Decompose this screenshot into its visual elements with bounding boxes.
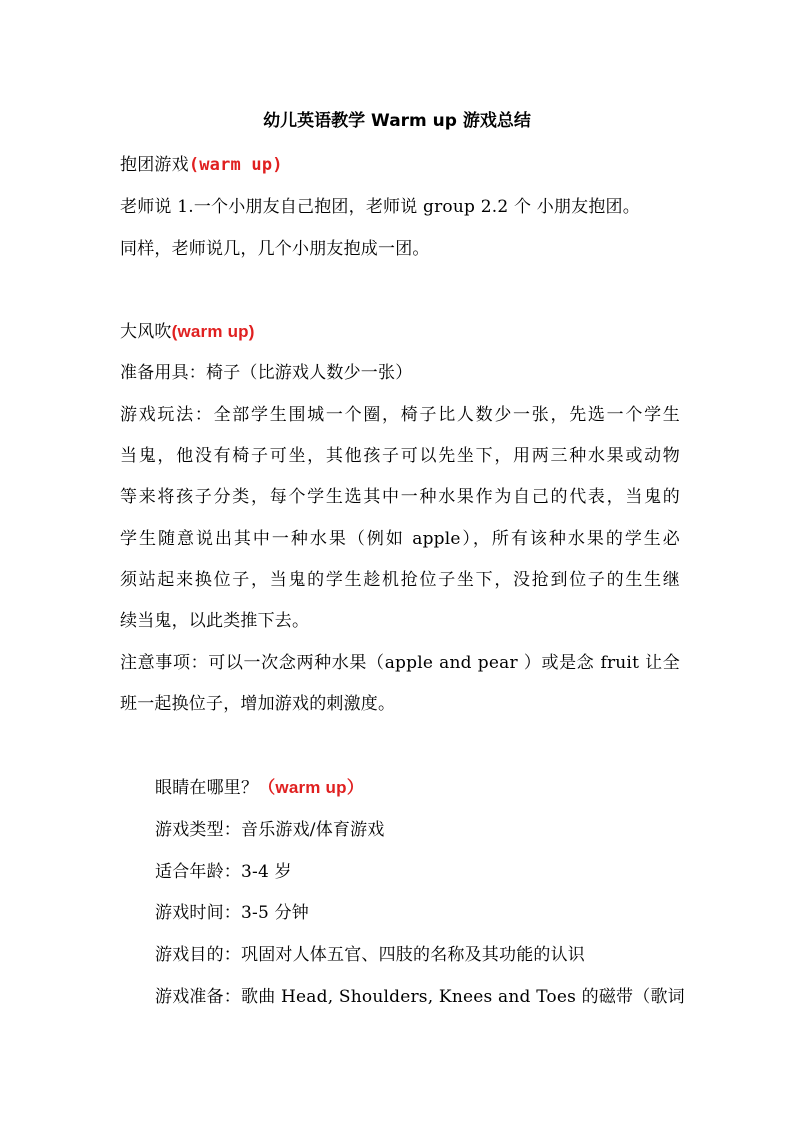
section-heading-text: 大风吹	[120, 322, 172, 342]
paragraph-line: 游戏类型：音乐游戏/体育游戏	[155, 820, 385, 840]
document-title: 幼儿英语教学 Warm up 游戏总结	[263, 111, 531, 131]
paragraph-line: 准备用具：椅子（比游戏人数少一张）	[120, 363, 413, 383]
paragraph-line: 注意事项：可以一次念两种水果（apple and pear ）或是念 fruit 让全	[120, 653, 680, 673]
paragraph-line: 续当鬼，以此类推下去。	[120, 611, 310, 631]
warm-up-tag: (warm up)	[171, 322, 255, 341]
section-heading-text: 眼睛在哪里？	[155, 778, 259, 798]
paragraph-line: 游戏目的：巩固对人体五官、四肢的名称及其功能的认识	[155, 945, 585, 965]
paragraph-line: 等来将孩子分类，每个学生选其中一种水果作为自己的代表，当鬼的	[120, 487, 680, 507]
paragraph-line: 游戏玩法：全部学生围城一个圈，椅子比人数少一张，先选一个学生	[120, 405, 680, 425]
section-heading-big-wind	[120, 317, 680, 342]
paragraph-line: 学生随意说出其中一种水果（例如 apple），所有该种水果的学生必	[120, 529, 680, 549]
warm-up-tag: (warm up)	[188, 155, 283, 175]
section-heading-where-eyes	[155, 773, 715, 798]
section-heading-text: 抱团游戏	[120, 155, 189, 175]
paragraph-line: 须站起来换位子，当鬼的学生趁机抢位子坐下，没抢到位子的生生继	[120, 570, 680, 590]
paragraph-line: 游戏准备：歌曲 Head, Shoulders, Knees and Toes 的磁带（歌词	[155, 987, 685, 1007]
section-heading-hug-game	[120, 150, 680, 175]
warm-up-tag: （warm up）	[258, 778, 364, 797]
paragraph-line: 游戏时间：3-5 分钟	[155, 903, 309, 923]
paragraph-line: 适合年龄：3-4 岁	[155, 862, 292, 882]
paragraph-line: 班一起换位子，增加游戏的刺激度。	[120, 694, 396, 714]
paragraph-line: 老师说 1.一个小朋友自己抱团，老师说 group 2.2 个 小朋友抱团。	[120, 197, 640, 217]
paragraph-line: 同样，老师说几，几个小朋友抱成一团。	[120, 239, 430, 259]
paragraph-line: 当鬼，他没有椅子可坐，其他孩子可以先坐下，用两三种水果或动物	[120, 446, 680, 466]
